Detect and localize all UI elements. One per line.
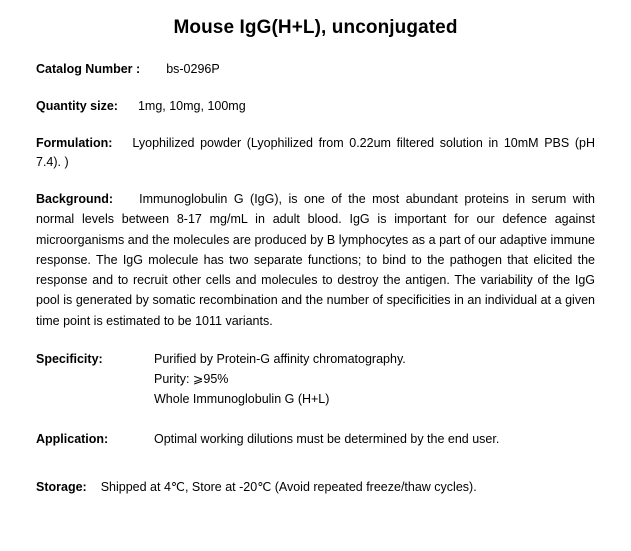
section-background	[36, 189, 595, 331]
background-text: Immunoglobulin G (IgG), is one of the most abundant proteins in serum with normal levels between 8-17 mg/mL in adult blood. IgG is important for our defence against microorganisms and the molecules are produced by B lymphocytes as a part of our adaptive immune response. The IgG molecule has two separate functions; to bind to the pathogen that elicited the response and to recruit other cells and molecules to destroy the antigen. The variability of the IgG pool is generated by somatic recombination and the number of specificities in an individual at a given time point is estimated to be 1011 variants.	[36, 192, 595, 328]
section-application	[36, 429, 595, 449]
specificity-lines	[154, 349, 595, 409]
section-storage	[36, 477, 595, 497]
quantity-size-value: 1mg, 10mg, 100mg	[137, 98, 246, 113]
field-catalog-number	[36, 60, 595, 80]
specificity-line: Whole Immunoglobulin G (H+L)	[154, 391, 330, 406]
formulation-value: Lyophilized powder (Lyophilized from 0.22um filtered solution in 10mM PBS (pH 7.4). )	[36, 135, 595, 170]
field-formulation	[36, 134, 595, 174]
catalog-number-label: Catalog Number :	[36, 62, 141, 76]
specificity-line: Purified by Protein-G affinity chromatography.	[154, 351, 406, 366]
application-label: Application:	[36, 431, 109, 446]
specificity-label: Specificity:	[36, 351, 103, 366]
background-label: Background:	[36, 192, 114, 206]
formulation-label: Formulation:	[36, 135, 113, 150]
quantity-size-label: Quantity size:	[36, 98, 118, 113]
specificity-line: Purity: ⩾95%	[154, 371, 229, 386]
page-title: Mouse IgG(H+L), unconjugated	[173, 17, 458, 38]
application-value: Optimal working dilutions must be determined by the end user.	[154, 431, 500, 446]
section-specificity	[36, 349, 595, 409]
field-quantity-size	[36, 97, 595, 117]
catalog-number-value: bs-0296P	[166, 62, 220, 76]
storage-label: Storage:	[36, 479, 87, 494]
storage-value: Shipped at 4℃, Store at -20℃ (Avoid repeated freeze/thaw cycles).	[100, 479, 477, 494]
